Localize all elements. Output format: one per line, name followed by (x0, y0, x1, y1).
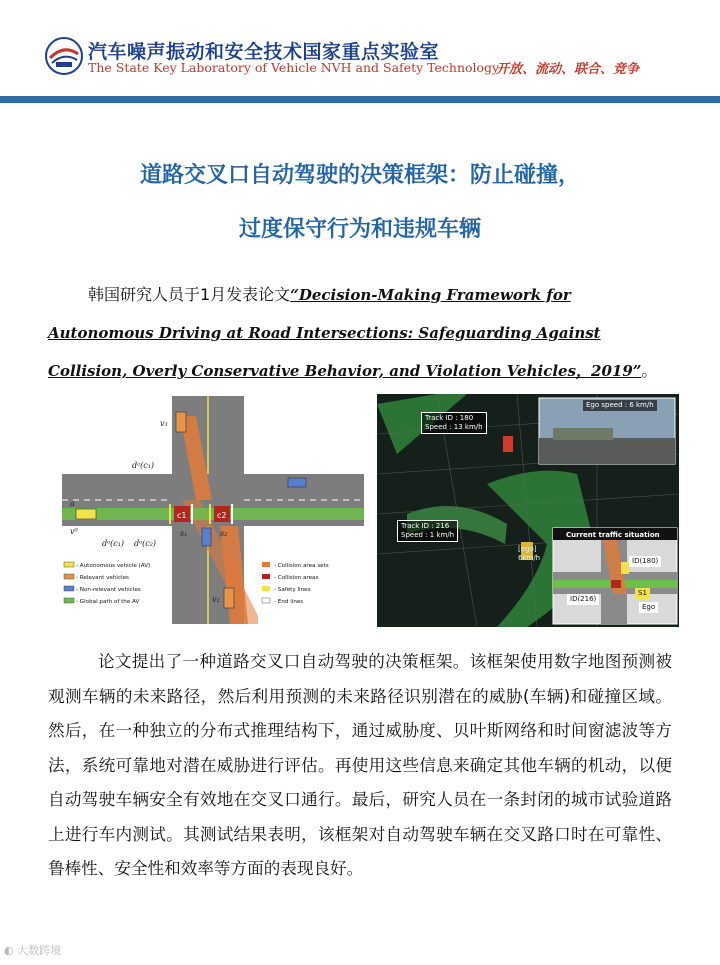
page-header (0, 0, 720, 100)
relevant-vehicle-1 (176, 412, 186, 432)
ego-speed-label: Ego speed : 6 km/h (583, 400, 657, 411)
lab-slogan: 开放、流动、联合、竞争 (496, 62, 640, 77)
autonomous-vehicle (76, 509, 96, 519)
ego-tag: [ego] 6km/h (518, 545, 541, 562)
svg-text:s₁: s₁ (180, 529, 188, 538)
track-216-label: Track ID : 216 Speed : 1 km/h (397, 520, 458, 542)
article-title-line-1: 道路交叉口自动驾驶的决策框架：防止碰撞， (139, 163, 580, 188)
svg-text:c1: c1 (177, 511, 187, 520)
non-relevant-vehicle-1 (288, 478, 306, 487)
watermark-text: 大数跨境 (17, 944, 62, 957)
svg-text:s₂: s₂ (220, 529, 228, 538)
legend-safety-lines: - Safety lines (274, 587, 311, 593)
svg-text:v₃: v₃ (160, 419, 168, 428)
svg-text:a: a (70, 499, 75, 508)
body-text: 论文提出了一种道路交叉口自动驾驶的决策框架。该框架使用数字地图预测被观测车辆的未来路径，然后利用预测的未来路径识别潜在的威胁(车辆)和碰撞区域。然后，在一种独立的分布式推理结构下，通过威胁度、贝叶斯网络和时间窗滤波等方法，系统可靠地对潜在威胁进行评估。再使用这些信息来确定其他车辆的机动，以便自动驾驶车辆安全有效地在交叉口通行。最后，研究人员在一条封闭的城市试验道路上进行车内测试。其测试结果表明，该框架对自动驾驶车辆在交叉路口时在可靠性、鲁棒性、安全性和效率等方面的表现良好。 (48, 652, 672, 878)
intersection-diagram (62, 396, 364, 624)
inset-ego: Ego (639, 602, 658, 613)
watermark-logo-icon: ◐ (4, 944, 18, 957)
watermark (4, 942, 61, 958)
lab-name-english: The State Key Laboratory of Vehicle NVH and Safety Technology (88, 60, 500, 75)
header-divider-bar (0, 96, 720, 103)
legend-non-relevant: - Non-relevant vehicles (76, 587, 141, 593)
body-paragraph (48, 645, 672, 887)
svg-text:v₂: v₂ (212, 595, 220, 604)
svg-text:dᵃ(c₁): dᵃ(c₁) (132, 461, 155, 470)
legend-global-path: - Global path of the AV (76, 599, 140, 605)
legend-av: - Autonomous vehicle (AV) (76, 563, 151, 569)
svg-text:c2: c2 (217, 511, 227, 520)
inset-id-180: ID(180) (629, 556, 661, 567)
vehicle-test-visualization (377, 394, 679, 627)
av-global-path (62, 508, 364, 520)
inset-s1: S1 (635, 588, 650, 599)
svg-text:dᵃ(c₂): dᵃ(c₂) (134, 539, 157, 548)
lab-logo-icon (44, 36, 84, 76)
legend-collision-sets: - Collision area sets (274, 563, 329, 569)
intro-prefix: 韩国研究人员于1月发表论文 (88, 285, 291, 304)
svg-text:dᵃ(c₁): dᵃ(c₁) (102, 539, 125, 548)
inset-id-216: ID(216) (567, 594, 599, 605)
relevant-vehicle-2 (224, 588, 234, 608)
paper-title: “Decision-Making Framework for Autonomous Driving at Road Intersections: Safeguarding Against Collision, Overly Conservative Behavior, and Violation Vehicles，2019” (48, 286, 642, 380)
intro-suffix: 。 (641, 361, 658, 380)
non-relevant-vehicle-2 (202, 528, 211, 546)
intro-paragraph (48, 276, 668, 390)
lab-name-chinese: 汽车噪声振动和安全技术国家重点实验室 (88, 41, 440, 63)
track-180-label: Track ID : 180 Speed : 13 km/h (421, 412, 487, 434)
svg-text:v⁰: v⁰ (70, 527, 78, 536)
legend-end-lines: - End lines (274, 599, 304, 605)
article-title-line-2: 过度保守行为和违规车辆 (238, 217, 481, 242)
legend-relevant: - Relevant vehicles (76, 575, 129, 581)
inset-title: Current traffic situation (566, 531, 660, 539)
legend-collision-areas: - Collision areas (274, 575, 319, 581)
